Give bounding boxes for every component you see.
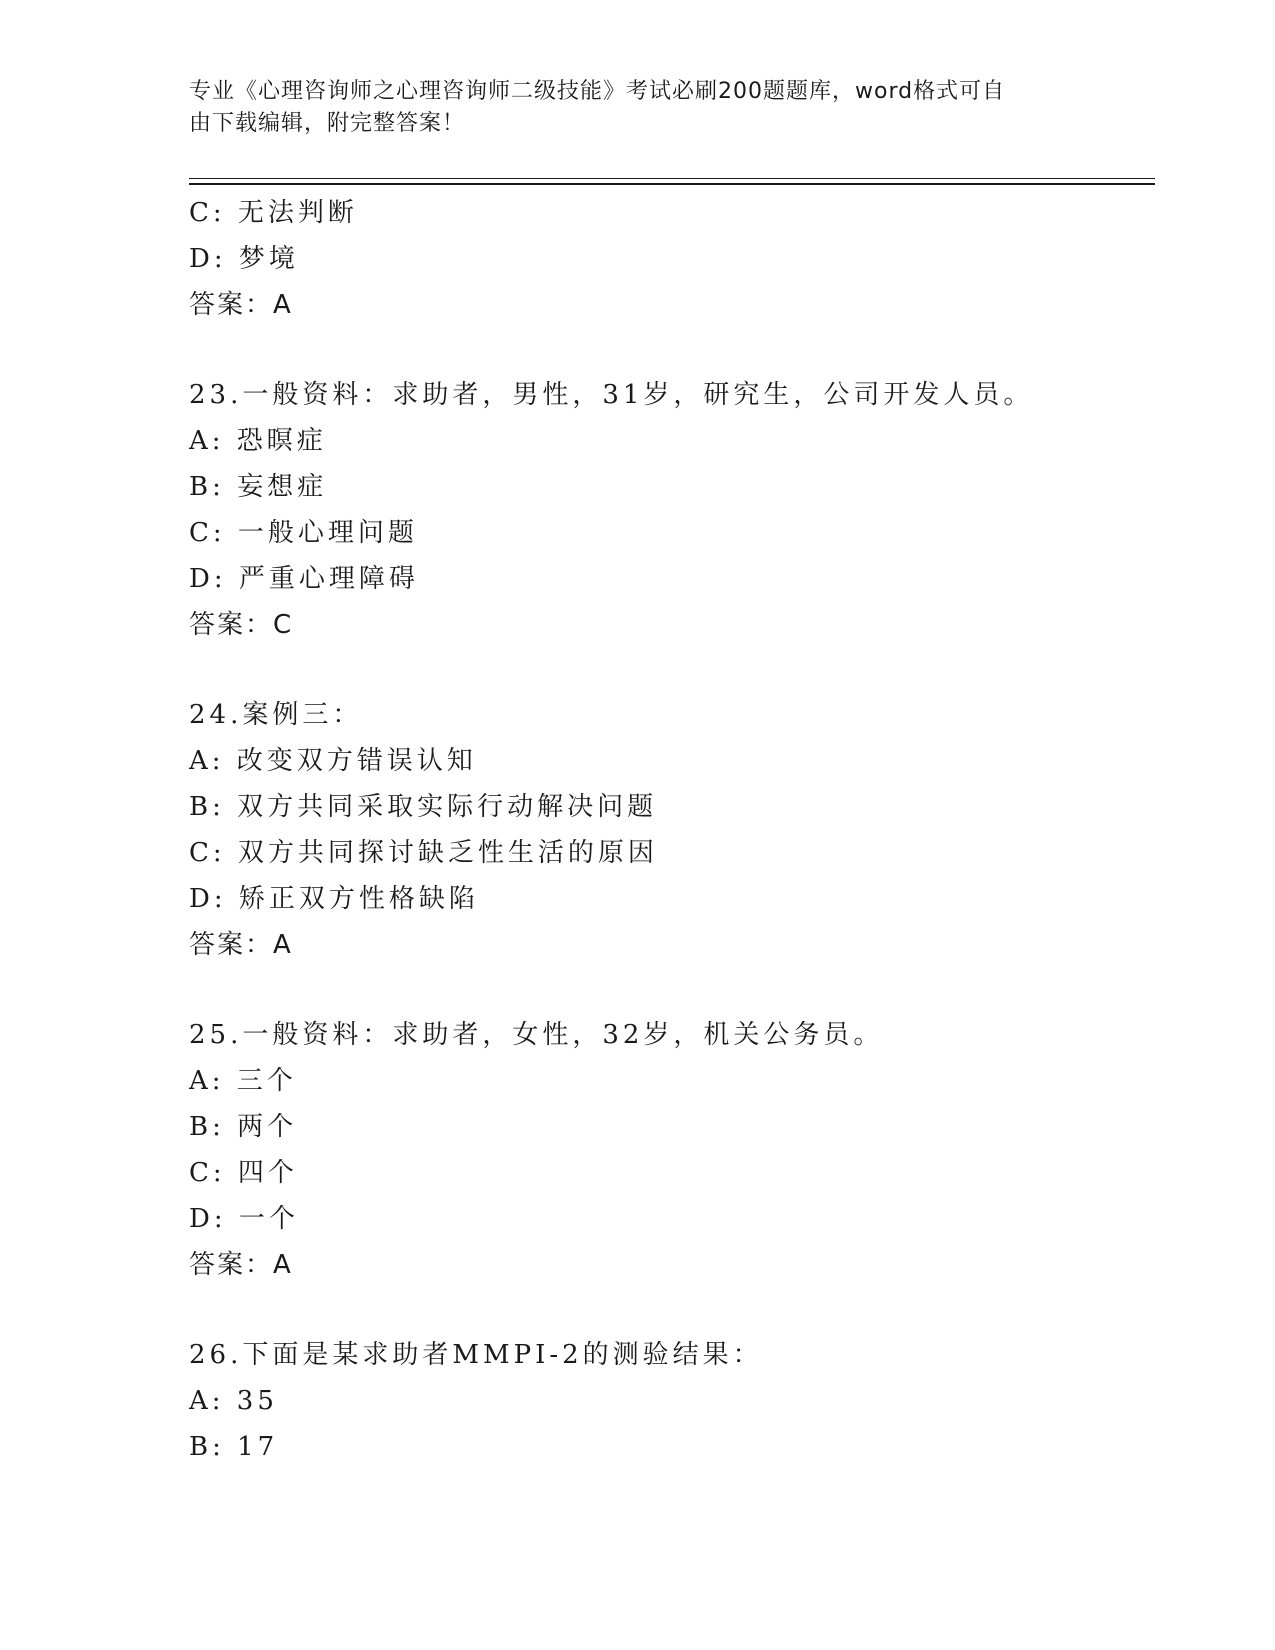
option-b: B: 妄想症	[189, 472, 328, 502]
document-header	[189, 76, 1069, 140]
header-divider-bottom	[189, 183, 1155, 185]
option-a: A: 恐暝症	[189, 426, 327, 456]
question-stem: 26.下面是某求助者MMPI-2的测验结果：	[189, 1340, 763, 1370]
option-c: C: 四个	[189, 1158, 298, 1188]
header-divider-top	[189, 178, 1155, 179]
question-stem: 23.一般资料：求助者，男性，31岁，研究生，公司开发人员。	[189, 380, 1034, 410]
spacer	[189, 1288, 1155, 1332]
spacer	[189, 648, 1155, 692]
option-a: A: 35	[189, 1386, 278, 1416]
option-c: C: 双方共同探讨缺乏性生活的原因	[189, 838, 658, 868]
option-d: D: 矫正双方性格缺陷	[189, 884, 479, 914]
question-fragment-22	[189, 190, 1155, 328]
question-stem: 24.案例三：	[189, 700, 363, 730]
question-26	[189, 1332, 1155, 1470]
header-line-2: 由下载编辑，附完整答案！	[189, 111, 466, 136]
answer-line: 答案：A	[189, 1250, 293, 1280]
option-d: D: 梦境	[189, 244, 299, 274]
option-d: D: 严重心理障碍	[189, 564, 419, 594]
option-b: B: 双方共同采取实际行动解决问题	[189, 792, 658, 822]
option-b: B: 两个	[189, 1112, 298, 1142]
question-list	[189, 190, 1155, 1470]
option-c: C: 一般心理问题	[189, 518, 418, 548]
spacer	[189, 328, 1155, 372]
question-25	[189, 1012, 1155, 1288]
option-a: A: 改变双方错误认知	[189, 746, 477, 776]
answer-line: 答案：C	[189, 610, 294, 640]
question-23	[189, 372, 1155, 648]
option-a: A: 三个	[189, 1066, 297, 1096]
option-b: B: 17	[189, 1432, 279, 1462]
option-c: C: 无法判断	[189, 198, 358, 228]
spacer	[189, 968, 1155, 1012]
answer-line: 答案：A	[189, 290, 293, 320]
question-stem: 25.一般资料：求助者，女性，32岁，机关公务员。	[189, 1020, 884, 1050]
option-d: D: 一个	[189, 1204, 299, 1234]
question-24	[189, 692, 1155, 968]
answer-line: 答案：A	[189, 930, 293, 960]
header-line-1: 专业《心理咨询师之心理咨询师二级技能》考试必刷200题题库，word格式可自	[189, 79, 1006, 104]
